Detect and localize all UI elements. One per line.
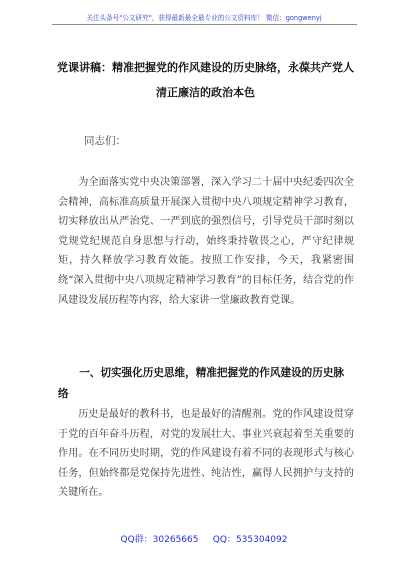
body-paragraph-history: 历史是最好的教科书，也是最好的清醒剂。党的作风建设贯穿于党的百年奋斗历程，对党的发展壮大、事业兴衰起着至关重要的作用。在不同历史时期，党的作风建设有着不同的表现形式与核心任务，但始终都是党保持先进性、纯洁性，赢得人民拥护与支持的关键所在。 <box>58 409 354 499</box>
header-note: 关注头条号"公文研究"，获得最新最全最专业的公文资料库！ 微信：gongwenyj <box>86 14 322 22</box>
salutation: 同志们： <box>84 135 126 147</box>
footer-contact: QQ群：30265665 QQ：535304092 <box>120 535 288 545</box>
document-title: 党课讲稿：精准把握党的作风建设的历史脉络，永葆共产党人清正廉洁的政治本色 <box>57 61 354 99</box>
header-divider <box>52 24 357 25</box>
body-paragraph-intro: 为全面落实党中央决策部署，深入学习二十届中央纪委四次全会精神，高标准高质量开展深入贯彻中央八项规定精神学习教育，切实释放出从严治党、一严到底的强烈信号，引导党员干部时刻以党规党纪规范自身思想与行动，始终秉持敬畏之心，严守纪律规矩，持久释放学习教育效能。按照工作安排，今天，我紧密围绕“深入贯彻中央八项规定精神学习教育”的目标任务，结合党的作风建设发展历程等内容，给大家讲一堂廉政教育党课。 <box>58 177 354 306</box>
section-heading-1: 一、切实强化历史思维，精准把握党的作风建设的历史脉络 <box>58 367 345 400</box>
